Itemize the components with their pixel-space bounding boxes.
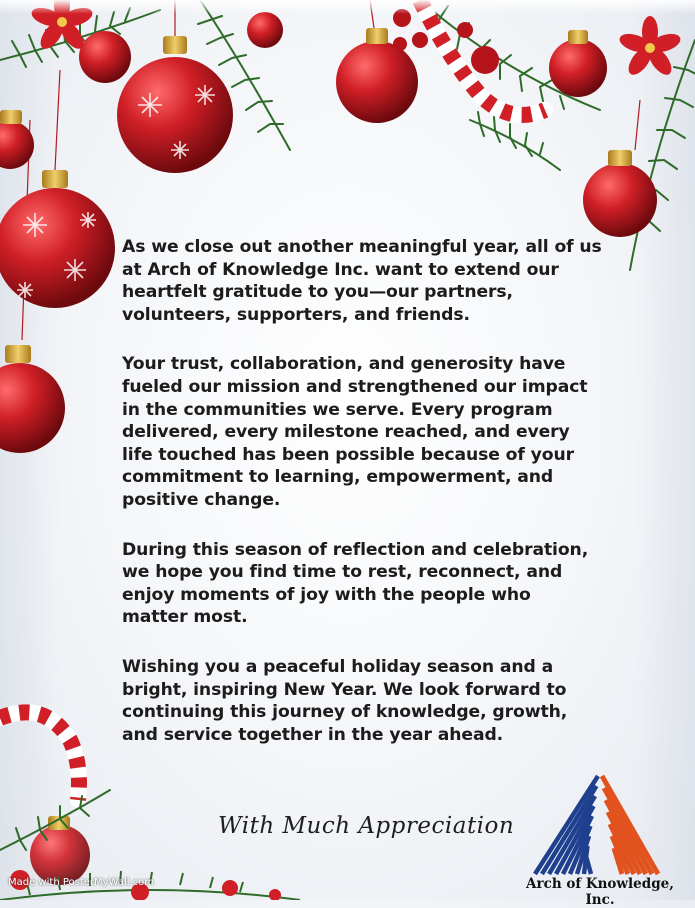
logo-right-stripes: [602, 776, 658, 874]
logo-stripe-left: [586, 856, 591, 874]
letter-paragraph-2: Your trust, collaboration, and generosity have fueled our mission and strengthened our impact in the communities we serve. Every program delivered, every milestone reached, and every life touched has been possible because of your commitment to learning, empowerment, and positive change.: [122, 354, 588, 510]
arch-of-knowledge-logo: [530, 770, 665, 880]
letter-paragraph-3: During this season of reflection and celebration, we hope you find time to rest, reconnect, and enjoy moments of joy with the people who matter most.: [122, 539, 589, 628]
letter-body: [122, 236, 602, 773]
signoff: With Much Appreciation: [218, 813, 515, 839]
logo-left-stripes: [535, 776, 598, 874]
watermark: Made with PosterMyWall.com: [8, 877, 155, 888]
letter-paragraph-1: As we close out another meaningful year, all of us at Arch of Knowledge Inc. want to extend our heartfelt gratitude to you—our partners, volunteers, supporters, and friends.: [122, 237, 602, 325]
organization-name: Arch of Knowledge, Inc.: [526, 876, 674, 908]
letter-paragraph-4: Wishing you a peaceful holiday season and a bright, inspiring New Year. We look forward to continuing this journey of knowledge, growth, and service together in the year ahead.: [122, 656, 568, 745]
